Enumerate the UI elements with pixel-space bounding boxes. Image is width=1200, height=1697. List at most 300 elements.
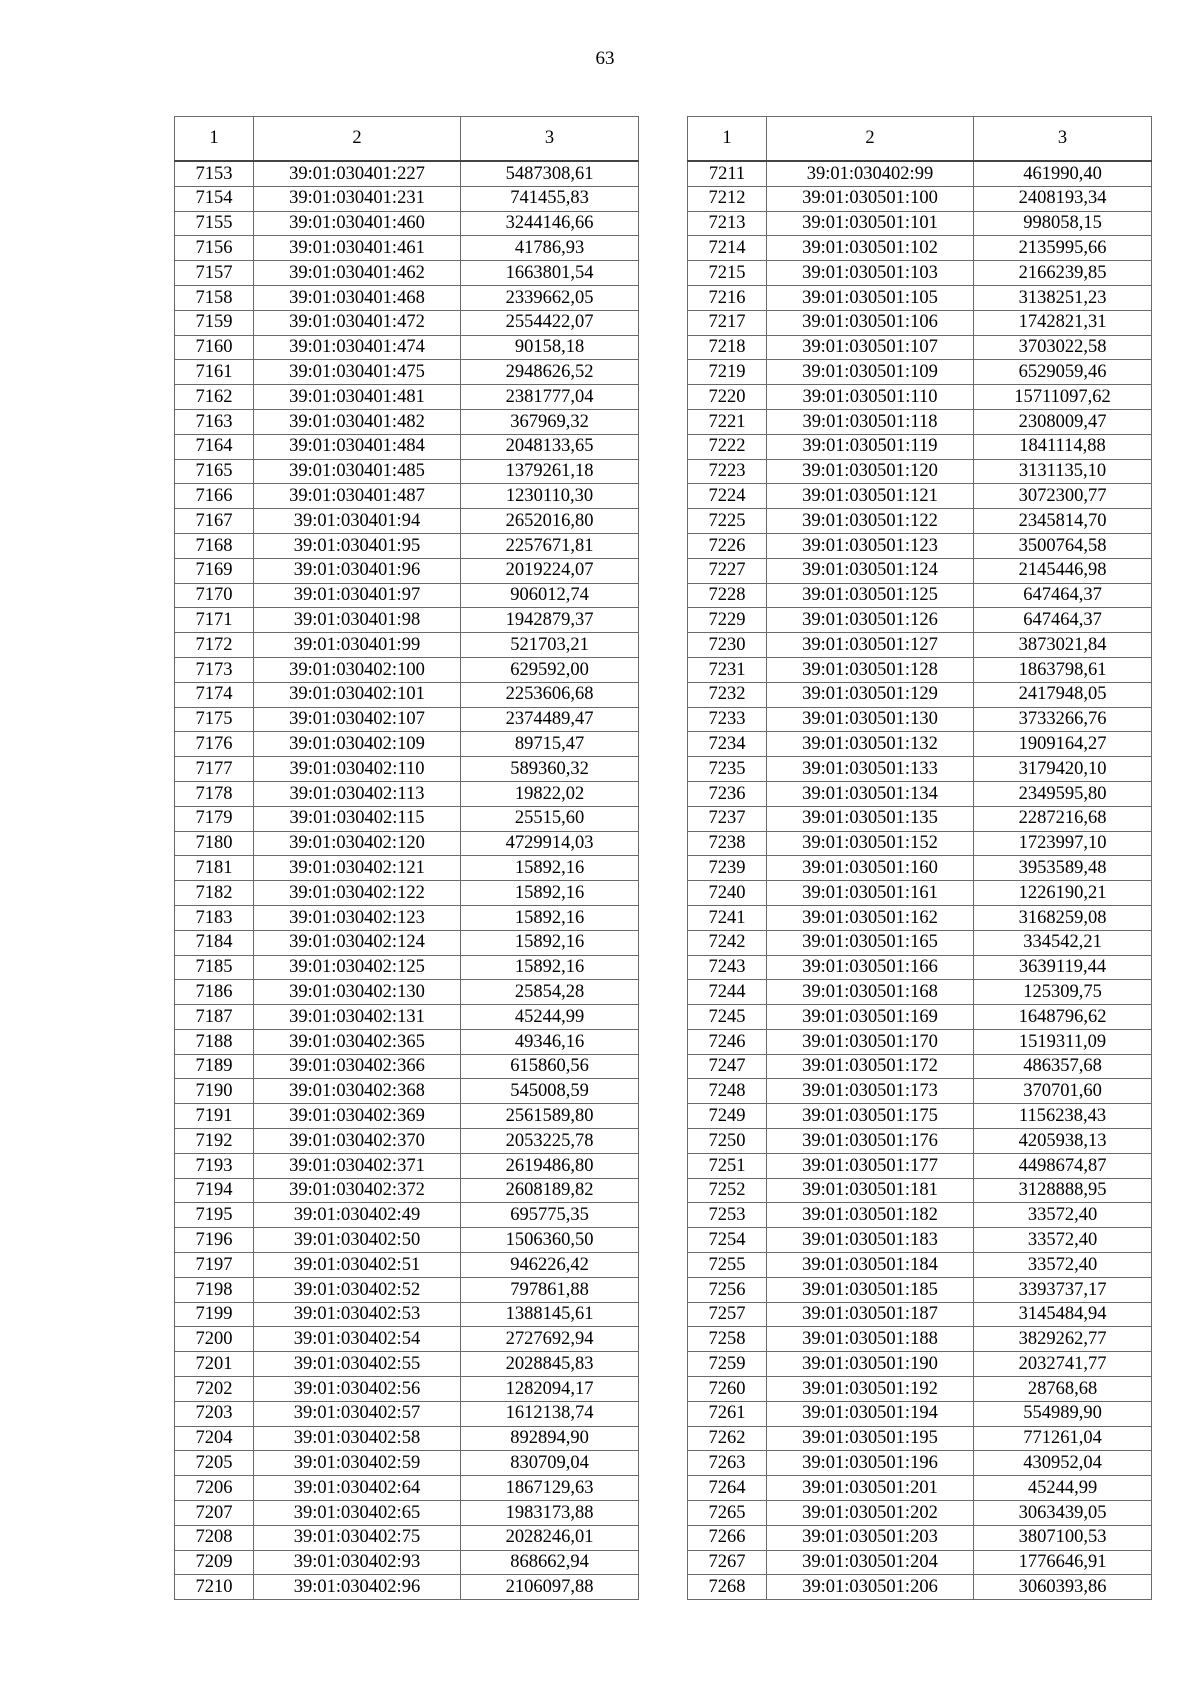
cadastral-number-cell: 39:01:030501:187 bbox=[767, 1302, 974, 1327]
row-number-cell: 7220 bbox=[688, 385, 767, 410]
table-row bbox=[175, 484, 639, 509]
table-row bbox=[688, 1153, 1152, 1178]
value-cell: 15711097,62 bbox=[974, 385, 1152, 410]
cadastral-number-cell: 39:01:030401:227 bbox=[254, 161, 461, 186]
value-cell: 3060393,86 bbox=[974, 1575, 1152, 1600]
value-cell: 2028246,01 bbox=[461, 1525, 639, 1550]
table-row bbox=[688, 583, 1152, 608]
table-row bbox=[175, 1575, 639, 1600]
cadastral-number-cell: 39:01:030401:94 bbox=[254, 509, 461, 534]
cadastral-number-cell: 39:01:030501:165 bbox=[767, 930, 974, 955]
cadastral-number-cell: 39:01:030402:122 bbox=[254, 881, 461, 906]
cadastral-number-cell: 39:01:030401:96 bbox=[254, 558, 461, 583]
value-cell: 2048133,65 bbox=[461, 434, 639, 459]
value-cell: 486357,68 bbox=[974, 1054, 1152, 1079]
table-row bbox=[688, 930, 1152, 955]
value-cell: 1867129,63 bbox=[461, 1476, 639, 1501]
cadastral-number-cell: 39:01:030402:368 bbox=[254, 1079, 461, 1104]
value-cell: 1663801,54 bbox=[461, 261, 639, 286]
cadastral-number-cell: 39:01:030501:175 bbox=[767, 1104, 974, 1129]
table-row bbox=[175, 1277, 639, 1302]
value-cell: 2339662,05 bbox=[461, 285, 639, 310]
table-row bbox=[175, 1377, 639, 1402]
table-row bbox=[175, 1253, 639, 1278]
table-row bbox=[175, 1203, 639, 1228]
value-cell: 15892,16 bbox=[461, 905, 639, 930]
cadastral-number-cell: 39:01:030501:106 bbox=[767, 310, 974, 335]
row-number-cell: 7264 bbox=[688, 1476, 767, 1501]
table-row bbox=[688, 285, 1152, 310]
value-cell: 2561589,80 bbox=[461, 1104, 639, 1129]
cadastral-number-cell: 39:01:030402:130 bbox=[254, 980, 461, 1005]
table-row bbox=[688, 1352, 1152, 1377]
row-number-cell: 7200 bbox=[175, 1327, 254, 1352]
value-cell: 2619486,80 bbox=[461, 1153, 639, 1178]
cadastral-number-cell: 39:01:030402:54 bbox=[254, 1327, 461, 1352]
row-number-cell: 7227 bbox=[688, 558, 767, 583]
row-number-cell: 7210 bbox=[175, 1575, 254, 1600]
table-row bbox=[688, 781, 1152, 806]
cadastral-number-cell: 39:01:030401:460 bbox=[254, 211, 461, 236]
value-cell: 1909164,27 bbox=[974, 732, 1152, 757]
table-row bbox=[175, 1352, 639, 1377]
table-row bbox=[688, 335, 1152, 360]
row-number-cell: 7180 bbox=[175, 831, 254, 856]
table-row bbox=[688, 1327, 1152, 1352]
table-row bbox=[688, 806, 1152, 831]
table-row bbox=[688, 905, 1152, 930]
cadastral-number-cell: 39:01:030402:107 bbox=[254, 707, 461, 732]
value-cell: 1506360,50 bbox=[461, 1228, 639, 1253]
value-cell: 6529059,46 bbox=[974, 360, 1152, 385]
cadastral-number-cell: 39:01:030501:134 bbox=[767, 781, 974, 806]
row-number-cell: 7222 bbox=[688, 434, 767, 459]
value-cell: 4205938,13 bbox=[974, 1129, 1152, 1154]
table-row bbox=[175, 509, 639, 534]
table-row bbox=[688, 856, 1152, 881]
table-row bbox=[175, 161, 639, 186]
row-number-cell: 7194 bbox=[175, 1178, 254, 1203]
row-number-cell: 7184 bbox=[175, 930, 254, 955]
cadastral-number-cell: 39:01:030402:99 bbox=[767, 161, 974, 186]
row-number-cell: 7228 bbox=[688, 583, 767, 608]
table-row bbox=[175, 1104, 639, 1129]
cadastral-number-cell: 39:01:030402:75 bbox=[254, 1525, 461, 1550]
row-number-cell: 7198 bbox=[175, 1277, 254, 1302]
row-number-cell: 7232 bbox=[688, 682, 767, 707]
row-number-cell: 7206 bbox=[175, 1476, 254, 1501]
row-number-cell: 7255 bbox=[688, 1253, 767, 1278]
table-row bbox=[688, 310, 1152, 335]
row-number-cell: 7214 bbox=[688, 236, 767, 261]
cadastral-number-cell: 39:01:030401:461 bbox=[254, 236, 461, 261]
cadastral-number-cell: 39:01:030402:120 bbox=[254, 831, 461, 856]
table-row bbox=[175, 707, 639, 732]
value-cell: 33572,40 bbox=[974, 1228, 1152, 1253]
table-row bbox=[175, 1525, 639, 1550]
row-number-cell: 7234 bbox=[688, 732, 767, 757]
row-number-cell: 7155 bbox=[175, 211, 254, 236]
value-cell: 461990,40 bbox=[974, 161, 1152, 186]
cadastral-number-cell: 39:01:030501:120 bbox=[767, 459, 974, 484]
page-number: 63 bbox=[595, 48, 615, 69]
row-number-cell: 7259 bbox=[688, 1352, 767, 1377]
row-number-cell: 7208 bbox=[175, 1525, 254, 1550]
value-cell: 3168259,08 bbox=[974, 905, 1152, 930]
cadastral-number-cell: 39:01:030501:119 bbox=[767, 434, 974, 459]
row-number-cell: 7209 bbox=[175, 1550, 254, 1575]
cadastral-number-cell: 39:01:030402:115 bbox=[254, 806, 461, 831]
value-cell: 3063439,05 bbox=[974, 1501, 1152, 1526]
row-number-cell: 7215 bbox=[688, 261, 767, 286]
cadastral-number-cell: 39:01:030402:372 bbox=[254, 1178, 461, 1203]
value-cell: 2374489,47 bbox=[461, 707, 639, 732]
row-number-cell: 7162 bbox=[175, 385, 254, 410]
row-number-cell: 7257 bbox=[688, 1302, 767, 1327]
cadastral-number-cell: 39:01:030402:121 bbox=[254, 856, 461, 881]
row-number-cell: 7258 bbox=[688, 1327, 767, 1352]
cadastral-number-cell: 39:01:030402:366 bbox=[254, 1054, 461, 1079]
table-row bbox=[175, 955, 639, 980]
row-number-cell: 7218 bbox=[688, 335, 767, 360]
row-number-cell: 7185 bbox=[175, 955, 254, 980]
cadastral-number-cell: 39:01:030402:56 bbox=[254, 1377, 461, 1402]
table-row bbox=[688, 261, 1152, 286]
cadastral-number-cell: 39:01:030402:365 bbox=[254, 1029, 461, 1054]
row-number-cell: 7183 bbox=[175, 905, 254, 930]
table-row bbox=[175, 1178, 639, 1203]
row-number-cell: 7178 bbox=[175, 781, 254, 806]
value-cell: 33572,40 bbox=[974, 1203, 1152, 1228]
value-cell: 647464,37 bbox=[974, 608, 1152, 633]
table-row bbox=[688, 459, 1152, 484]
cadastral-number-cell: 39:01:030501:173 bbox=[767, 1079, 974, 1104]
table-row bbox=[175, 633, 639, 658]
cadastral-number-cell: 39:01:030501:152 bbox=[767, 831, 974, 856]
cadastral-number-cell: 39:01:030501:133 bbox=[767, 757, 974, 782]
table-row bbox=[175, 211, 639, 236]
value-cell: 15892,16 bbox=[461, 930, 639, 955]
cadastral-number-cell: 39:01:030501:118 bbox=[767, 409, 974, 434]
cadastral-number-cell: 39:01:030501:105 bbox=[767, 285, 974, 310]
value-cell: 25854,28 bbox=[461, 980, 639, 1005]
row-number-cell: 7191 bbox=[175, 1104, 254, 1129]
cadastral-number-cell: 39:01:030401:482 bbox=[254, 409, 461, 434]
row-number-cell: 7217 bbox=[688, 310, 767, 335]
value-cell: 521703,21 bbox=[461, 633, 639, 658]
row-number-cell: 7252 bbox=[688, 1178, 767, 1203]
value-cell: 90158,18 bbox=[461, 335, 639, 360]
row-number-cell: 7224 bbox=[688, 484, 767, 509]
row-number-cell: 7249 bbox=[688, 1104, 767, 1129]
table-row bbox=[688, 757, 1152, 782]
table-row bbox=[175, 558, 639, 583]
value-cell: 797861,88 bbox=[461, 1277, 639, 1302]
value-cell: 1942879,37 bbox=[461, 608, 639, 633]
cadastral-number-cell: 39:01:030402:49 bbox=[254, 1203, 461, 1228]
value-cell: 334542,21 bbox=[974, 930, 1152, 955]
table-row bbox=[688, 360, 1152, 385]
row-number-cell: 7186 bbox=[175, 980, 254, 1005]
value-cell: 2345814,70 bbox=[974, 509, 1152, 534]
cadastral-number-cell: 39:01:030501:192 bbox=[767, 1377, 974, 1402]
table-row bbox=[175, 1501, 639, 1526]
row-number-cell: 7199 bbox=[175, 1302, 254, 1327]
table-row bbox=[175, 905, 639, 930]
table-row bbox=[175, 261, 639, 286]
row-number-cell: 7268 bbox=[688, 1575, 767, 1600]
cadastral-number-cell: 39:01:030402:123 bbox=[254, 905, 461, 930]
table-row bbox=[175, 1451, 639, 1476]
row-number-cell: 7174 bbox=[175, 682, 254, 707]
table-row bbox=[688, 236, 1152, 261]
table-row bbox=[175, 360, 639, 385]
value-cell: 370701,60 bbox=[974, 1079, 1152, 1104]
value-cell: 2287216,68 bbox=[974, 806, 1152, 831]
table-row bbox=[175, 583, 639, 608]
row-number-cell: 7245 bbox=[688, 1005, 767, 1030]
table-row bbox=[688, 1377, 1152, 1402]
value-cell: 1612138,74 bbox=[461, 1401, 639, 1426]
value-cell: 89715,47 bbox=[461, 732, 639, 757]
table-row bbox=[175, 657, 639, 682]
column-header-2: 2 bbox=[767, 117, 974, 162]
row-number-cell: 7207 bbox=[175, 1501, 254, 1526]
table-row bbox=[175, 1476, 639, 1501]
row-number-cell: 7182 bbox=[175, 881, 254, 906]
cadastral-number-cell: 39:01:030501:102 bbox=[767, 236, 974, 261]
value-cell: 19822,02 bbox=[461, 781, 639, 806]
row-number-cell: 7262 bbox=[688, 1426, 767, 1451]
cadastral-number-cell: 39:01:030402:58 bbox=[254, 1426, 461, 1451]
cadastral-number-cell: 39:01:030402:52 bbox=[254, 1277, 461, 1302]
table-row bbox=[688, 980, 1152, 1005]
value-cell: 892894,90 bbox=[461, 1426, 639, 1451]
value-cell: 589360,32 bbox=[461, 757, 639, 782]
value-cell: 3179420,10 bbox=[974, 757, 1152, 782]
cadastral-number-cell: 39:01:030501:185 bbox=[767, 1277, 974, 1302]
row-number-cell: 7237 bbox=[688, 806, 767, 831]
cadastral-number-cell: 39:01:030501:135 bbox=[767, 806, 974, 831]
value-cell: 1742821,31 bbox=[974, 310, 1152, 335]
right-table bbox=[687, 116, 1152, 1600]
value-cell: 1226190,21 bbox=[974, 881, 1152, 906]
row-number-cell: 7253 bbox=[688, 1203, 767, 1228]
row-number-cell: 7176 bbox=[175, 732, 254, 757]
row-number-cell: 7181 bbox=[175, 856, 254, 881]
value-cell: 771261,04 bbox=[974, 1426, 1152, 1451]
table-row bbox=[688, 657, 1152, 682]
row-number-cell: 7166 bbox=[175, 484, 254, 509]
value-cell: 3393737,17 bbox=[974, 1277, 1152, 1302]
value-cell: 2408193,34 bbox=[974, 186, 1152, 211]
cadastral-number-cell: 39:01:030501:132 bbox=[767, 732, 974, 757]
row-number-cell: 7153 bbox=[175, 161, 254, 186]
row-number-cell: 7154 bbox=[175, 186, 254, 211]
row-number-cell: 7156 bbox=[175, 236, 254, 261]
cadastral-number-cell: 39:01:030401:487 bbox=[254, 484, 461, 509]
row-number-cell: 7239 bbox=[688, 856, 767, 881]
row-number-cell: 7175 bbox=[175, 707, 254, 732]
table-row bbox=[175, 781, 639, 806]
table-row bbox=[688, 533, 1152, 558]
row-number-cell: 7265 bbox=[688, 1501, 767, 1526]
value-cell: 3244146,66 bbox=[461, 211, 639, 236]
value-cell: 2053225,78 bbox=[461, 1129, 639, 1154]
value-cell: 647464,37 bbox=[974, 583, 1152, 608]
cadastral-number-cell: 39:01:030401:468 bbox=[254, 285, 461, 310]
value-cell: 430952,04 bbox=[974, 1451, 1152, 1476]
table-row bbox=[175, 533, 639, 558]
table-row bbox=[688, 1005, 1152, 1030]
cadastral-number-cell: 39:01:030402:124 bbox=[254, 930, 461, 955]
table-row bbox=[688, 1029, 1152, 1054]
cadastral-number-cell: 39:01:030402:64 bbox=[254, 1476, 461, 1501]
cadastral-number-cell: 39:01:030402:65 bbox=[254, 1501, 461, 1526]
value-cell: 2381777,04 bbox=[461, 385, 639, 410]
table-row bbox=[688, 1054, 1152, 1079]
value-cell: 2652016,80 bbox=[461, 509, 639, 534]
row-number-cell: 7236 bbox=[688, 781, 767, 806]
table-row bbox=[175, 285, 639, 310]
cadastral-number-cell: 39:01:030402:100 bbox=[254, 657, 461, 682]
cadastral-number-cell: 39:01:030401:99 bbox=[254, 633, 461, 658]
table-row bbox=[175, 385, 639, 410]
row-number-cell: 7164 bbox=[175, 434, 254, 459]
row-number-cell: 7158 bbox=[175, 285, 254, 310]
value-cell: 41786,93 bbox=[461, 236, 639, 261]
cadastral-number-cell: 39:01:030501:128 bbox=[767, 657, 974, 682]
row-number-cell: 7260 bbox=[688, 1377, 767, 1402]
cadastral-number-cell: 39:01:030402:93 bbox=[254, 1550, 461, 1575]
table-row bbox=[175, 310, 639, 335]
row-number-cell: 7203 bbox=[175, 1401, 254, 1426]
cadastral-number-cell: 39:01:030401:484 bbox=[254, 434, 461, 459]
cadastral-number-cell: 39:01:030402:113 bbox=[254, 781, 461, 806]
table-row bbox=[688, 385, 1152, 410]
cadastral-number-cell: 39:01:030501:127 bbox=[767, 633, 974, 658]
cadastral-number-cell: 39:01:030501:124 bbox=[767, 558, 974, 583]
header-row bbox=[175, 117, 639, 162]
table-row bbox=[175, 236, 639, 261]
row-number-cell: 7230 bbox=[688, 633, 767, 658]
table-row bbox=[688, 1575, 1152, 1600]
cadastral-number-cell: 39:01:030501:160 bbox=[767, 856, 974, 881]
row-number-cell: 7241 bbox=[688, 905, 767, 930]
row-number-cell: 7243 bbox=[688, 955, 767, 980]
cadastral-number-cell: 39:01:030501:129 bbox=[767, 682, 974, 707]
cadastral-number-cell: 39:01:030501:126 bbox=[767, 608, 974, 633]
row-number-cell: 7216 bbox=[688, 285, 767, 310]
cadastral-number-cell: 39:01:030401:475 bbox=[254, 360, 461, 385]
table-row bbox=[175, 459, 639, 484]
table-row bbox=[175, 980, 639, 1005]
cadastral-number-cell: 39:01:030501:109 bbox=[767, 360, 974, 385]
value-cell: 2257671,81 bbox=[461, 533, 639, 558]
cadastral-number-cell: 39:01:030402:101 bbox=[254, 682, 461, 707]
row-number-cell: 7193 bbox=[175, 1153, 254, 1178]
value-cell: 3131135,10 bbox=[974, 459, 1152, 484]
value-cell: 1648796,62 bbox=[974, 1005, 1152, 1030]
table-row bbox=[688, 1426, 1152, 1451]
row-number-cell: 7213 bbox=[688, 211, 767, 236]
table-row bbox=[175, 1129, 639, 1154]
cadastral-number-cell: 39:01:030402:370 bbox=[254, 1129, 461, 1154]
cadastral-number-cell: 39:01:030501:195 bbox=[767, 1426, 974, 1451]
value-cell: 946226,42 bbox=[461, 1253, 639, 1278]
value-cell: 15892,16 bbox=[461, 856, 639, 881]
table-row bbox=[175, 1327, 639, 1352]
row-number-cell: 7238 bbox=[688, 831, 767, 856]
value-cell: 545008,59 bbox=[461, 1079, 639, 1104]
value-cell: 2608189,82 bbox=[461, 1178, 639, 1203]
value-cell: 615860,56 bbox=[461, 1054, 639, 1079]
value-cell: 3733266,76 bbox=[974, 707, 1152, 732]
table-row bbox=[688, 1501, 1152, 1526]
row-number-cell: 7189 bbox=[175, 1054, 254, 1079]
value-cell: 2727692,94 bbox=[461, 1327, 639, 1352]
cadastral-number-cell: 39:01:030401:474 bbox=[254, 335, 461, 360]
value-cell: 1776646,91 bbox=[974, 1550, 1152, 1575]
row-number-cell: 7190 bbox=[175, 1079, 254, 1104]
table-row bbox=[175, 608, 639, 633]
table-row bbox=[688, 1178, 1152, 1203]
table-row bbox=[688, 1550, 1152, 1575]
value-cell: 3807100,53 bbox=[974, 1525, 1152, 1550]
row-number-cell: 7225 bbox=[688, 509, 767, 534]
table-row bbox=[688, 558, 1152, 583]
table-row bbox=[175, 434, 639, 459]
value-cell: 1156238,43 bbox=[974, 1104, 1152, 1129]
value-cell: 1230110,30 bbox=[461, 484, 639, 509]
row-number-cell: 7242 bbox=[688, 930, 767, 955]
cadastral-number-cell: 39:01:030501:194 bbox=[767, 1401, 974, 1426]
value-cell: 1841114,88 bbox=[974, 434, 1152, 459]
row-number-cell: 7173 bbox=[175, 657, 254, 682]
cadastral-number-cell: 39:01:030501:121 bbox=[767, 484, 974, 509]
value-cell: 2948626,52 bbox=[461, 360, 639, 385]
column-header-2: 2 bbox=[254, 117, 461, 162]
value-cell: 1863798,61 bbox=[974, 657, 1152, 682]
table-row bbox=[175, 1079, 639, 1104]
table-row bbox=[175, 335, 639, 360]
row-number-cell: 7205 bbox=[175, 1451, 254, 1476]
cadastral-number-cell: 39:01:030501:103 bbox=[767, 261, 974, 286]
value-cell: 25515,60 bbox=[461, 806, 639, 831]
table-row bbox=[175, 1005, 639, 1030]
value-cell: 49346,16 bbox=[461, 1029, 639, 1054]
cadastral-number-cell: 39:01:030401:97 bbox=[254, 583, 461, 608]
value-cell: 868662,94 bbox=[461, 1550, 639, 1575]
cadastral-number-cell: 39:01:030501:169 bbox=[767, 1005, 974, 1030]
value-cell: 1379261,18 bbox=[461, 459, 639, 484]
cadastral-number-cell: 39:01:030501:177 bbox=[767, 1153, 974, 1178]
row-number-cell: 7226 bbox=[688, 533, 767, 558]
value-cell: 3639119,44 bbox=[974, 955, 1152, 980]
row-number-cell: 7266 bbox=[688, 1525, 767, 1550]
cadastral-number-cell: 39:01:030501:166 bbox=[767, 955, 974, 980]
row-number-cell: 7168 bbox=[175, 533, 254, 558]
table-row bbox=[175, 806, 639, 831]
value-cell: 2166239,85 bbox=[974, 261, 1152, 286]
table-row bbox=[175, 1401, 639, 1426]
value-cell: 3703022,58 bbox=[974, 335, 1152, 360]
cadastral-number-cell: 39:01:030501:196 bbox=[767, 1451, 974, 1476]
value-cell: 3829262,77 bbox=[974, 1327, 1152, 1352]
cadastral-number-cell: 39:01:030401:472 bbox=[254, 310, 461, 335]
row-number-cell: 7223 bbox=[688, 459, 767, 484]
value-cell: 2106097,88 bbox=[461, 1575, 639, 1600]
